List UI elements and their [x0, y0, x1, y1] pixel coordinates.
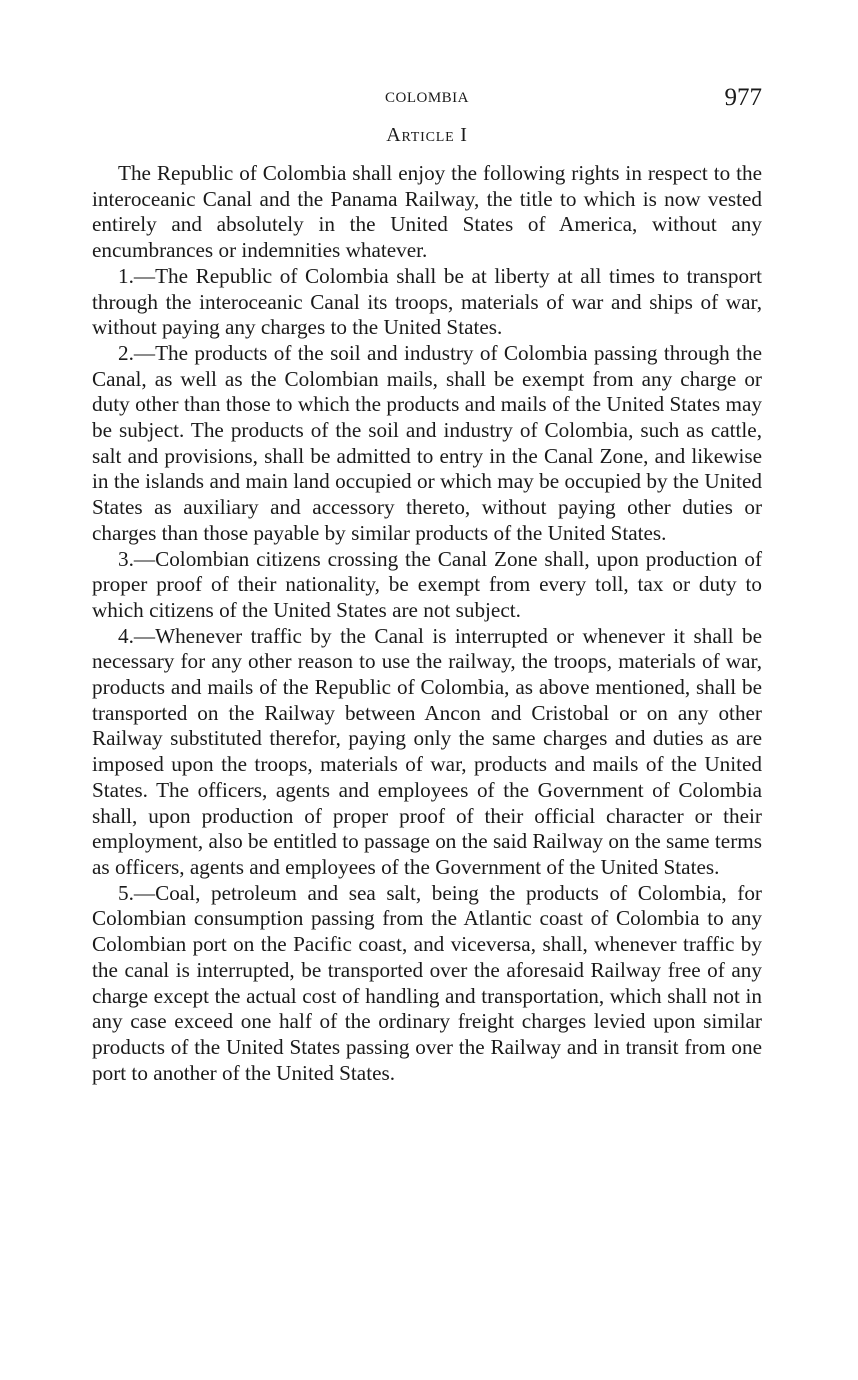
page-number: 977 — [724, 84, 762, 111]
running-title: COLOMBIA — [384, 90, 469, 106]
paragraph-intro: The Republic of Colombia shall enjoy the following rights in respect to the interoceanic Canal and the Panama Railway, the title to which is now vested entirely and absolutely in the United States of America, without any encumbrances or indemnities whatever. — [92, 161, 762, 263]
paragraph-clause-5: 5.—Coal, petroleum and sea salt, being the products of Colombia, for Colombian consumption passing from the Atlantic coast of Colombia to any Colombian port on the Pacific coast, and viceversa, shall, whenever traffic by the canal is interrupted, be transported over the aforesaid Railway free of any charge except the actual cost of handling and transportation, which shall not in any case exceed one half of the ordinary freight charges levied upon similar products of the United States passing over the Railway and in transit from one port to another of the United States. — [92, 880, 762, 1085]
paragraph-clause-2: 2.—The products of the soil and industry of Colombia passing through the Canal, as well as the Colombian mails, shall be exempt from any charge or duty other than those to which the products and mails of the United States may be subject. The products of the soil and industry of Colombia, such as cattle, salt and provisions, shall be admitted to entry in the Canal Zone, and likewise in the islands and main land occupied or which may be occupied by the United States as auxiliary and accessory thereto, without paying other duties or charges than those payable by similar products of the United States. — [92, 340, 762, 545]
paragraph-clause-3: 3.—Colombian citizens crossing the Canal Zone shall, upon production of proper proof of their nationality, be exempt from every toll, tax or duty to which citizens of the United States are not subject. — [92, 546, 762, 622]
running-header — [92, 84, 762, 120]
paragraph-clause-4: 4.—Whenever traffic by the Canal is interrupted or whenever it shall be necessary for any other reason to use the railway, the troops, materials of war, products and mails of the Republic of Colombia, as above mentioned, shall be transported on the Railway between Ancon and Cristobal or on any other Railway substituted therefor, paying only the same charges and duties as are imposed upon the troops, materials of war, products and mails of the United States. The officers, agents and employees of the Government of Colombia shall, upon production of proper proof of their official character or their employment, also be entitled to passage on the said Railway on the same terms as officers, agents and employees of the Government of the United States. — [92, 623, 762, 879]
document-page — [92, 84, 762, 1086]
article-heading: Article I — [386, 124, 468, 146]
paragraph-clause-1: 1.—The Republic of Colombia shall be at liberty at all times to transport through the interoceanic Canal its troops, materials of war and ships of war, without paying any charges to the United States. — [92, 263, 762, 340]
article-body — [92, 161, 762, 1086]
